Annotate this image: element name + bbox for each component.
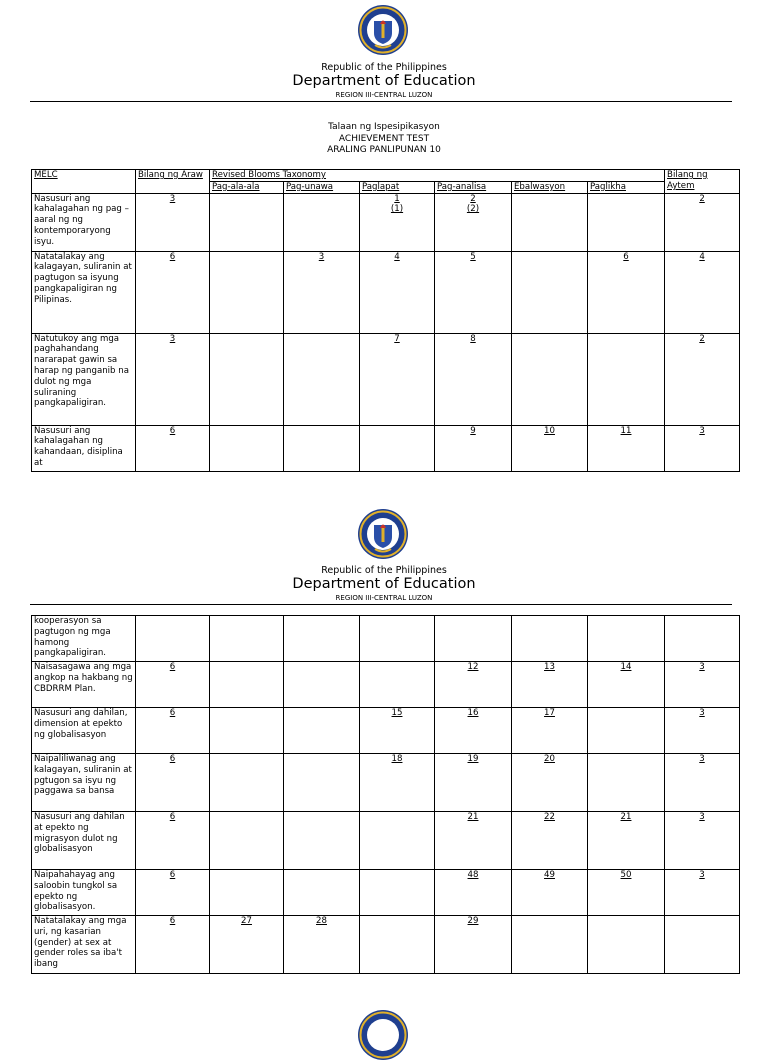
apply-cell: 15 bbox=[360, 708, 435, 754]
items-cell: 3 bbox=[665, 870, 740, 916]
analyze-cell: 48 bbox=[435, 870, 512, 916]
table-row bbox=[32, 425, 740, 471]
header-level-remember: Pag-ala-ala bbox=[210, 181, 284, 193]
apply-cell bbox=[360, 812, 435, 870]
header-rule bbox=[30, 101, 732, 102]
days-cell: 6 bbox=[136, 708, 210, 754]
evaluate-cell: 22 bbox=[512, 812, 588, 870]
days-cell: 6 bbox=[136, 754, 210, 812]
table-body-page-2 bbox=[32, 616, 740, 974]
header-rule bbox=[30, 604, 732, 605]
table-row bbox=[32, 916, 740, 974]
analyze-cell: 16 bbox=[435, 708, 512, 754]
create-cell: 11 bbox=[588, 425, 665, 471]
analyze-cell: 12 bbox=[435, 662, 512, 708]
title-line-3: ARALING PANLIPUNAN 10 bbox=[327, 145, 441, 155]
understand-cell bbox=[284, 425, 360, 471]
understand-cell bbox=[284, 708, 360, 754]
remember-cell bbox=[210, 708, 284, 754]
remember-cell bbox=[210, 870, 284, 916]
melc-cell: Natatalakay ang kalagayan, suliranin at pagtugon sa isyung pangkapaligiran ng Pilipinas. bbox=[32, 251, 136, 333]
understand-cell bbox=[284, 616, 360, 662]
apply-cell bbox=[360, 916, 435, 974]
items-cell: 2 bbox=[665, 333, 740, 425]
days-cell bbox=[136, 616, 210, 662]
create-cell bbox=[588, 916, 665, 974]
document-page-1 bbox=[0, 0, 768, 480]
header-days: Bilang ng Araw bbox=[136, 170, 210, 194]
melc-cell: Naisasagawa ang mga angkop na hakbang ng CBDRRM Plan. bbox=[32, 662, 136, 708]
remember-cell bbox=[210, 251, 284, 333]
deped-seal-logo bbox=[357, 1009, 409, 1061]
analyze-cell bbox=[435, 616, 512, 662]
evaluate-cell: 20 bbox=[512, 754, 588, 812]
days-cell: 6 bbox=[136, 812, 210, 870]
days-cell: 6 bbox=[136, 870, 210, 916]
create-cell bbox=[588, 708, 665, 754]
apply-cell bbox=[360, 425, 435, 471]
apply-cell bbox=[360, 616, 435, 662]
table-row bbox=[32, 708, 740, 754]
days-cell: 6 bbox=[136, 251, 210, 333]
items-cell: 3 bbox=[665, 812, 740, 870]
melc-cell: Nasusuri ang kahalagahan ng kahandaan, disiplina at bbox=[32, 425, 136, 471]
days-cell: 3 bbox=[136, 193, 210, 251]
evaluate-cell bbox=[512, 916, 588, 974]
header-level-analyze: Pag-analisa bbox=[435, 181, 512, 193]
title-line-2: ACHIEVEMENT TEST bbox=[338, 133, 430, 144]
remember-cell bbox=[210, 662, 284, 708]
apply-cell: 1 (1) bbox=[360, 193, 435, 251]
header-items: Bilang ng Aytem bbox=[665, 170, 740, 194]
analyze-cell: 5 bbox=[435, 251, 512, 333]
items-cell: 4 bbox=[665, 251, 740, 333]
remember-cell bbox=[210, 616, 284, 662]
evaluate-cell: 17 bbox=[512, 708, 588, 754]
republic-label: Republic of the Philippines bbox=[321, 62, 447, 73]
header-level-apply: Paglapat bbox=[360, 181, 435, 193]
melc-cell: Nasusuri ang kahalagahan ng pag – aaral ng ng kontemporaryong isyu. bbox=[32, 193, 136, 251]
apply-cell bbox=[360, 662, 435, 708]
table-row bbox=[32, 662, 740, 708]
understand-cell: 28 bbox=[284, 916, 360, 974]
region-label: REGION III-CENTRAL LUZON bbox=[335, 594, 433, 602]
document-page-3 bbox=[0, 1005, 768, 1024]
create-cell bbox=[588, 333, 665, 425]
melc-cell: Naipahahayag ang saloobin tungkol sa epekto ng globalisasyon. bbox=[32, 870, 136, 916]
apply-cell: 18 bbox=[360, 754, 435, 812]
days-cell: 6 bbox=[136, 916, 210, 974]
apply-cell: 4 bbox=[360, 251, 435, 333]
create-cell bbox=[588, 754, 665, 812]
analyze-cell: 2 (2) bbox=[435, 193, 512, 251]
analyze-cell: 9 bbox=[435, 425, 512, 471]
understand-cell bbox=[284, 812, 360, 870]
deped-seal-logo bbox=[357, 508, 409, 560]
remember-cell: 27 bbox=[210, 916, 284, 974]
region-label: REGION III-CENTRAL LUZON bbox=[335, 91, 433, 99]
evaluate-cell bbox=[512, 333, 588, 425]
understand-cell bbox=[284, 193, 360, 251]
items-cell bbox=[665, 916, 740, 974]
create-cell bbox=[588, 193, 665, 251]
deped-seal-logo bbox=[357, 4, 409, 56]
remember-cell bbox=[210, 812, 284, 870]
header-taxonomy: Revised Blooms Taxonomy bbox=[210, 170, 665, 182]
evaluate-cell bbox=[512, 616, 588, 662]
evaluate-cell bbox=[512, 193, 588, 251]
apply-cell: 7 bbox=[360, 333, 435, 425]
table-row bbox=[32, 333, 740, 425]
remember-cell bbox=[210, 193, 284, 251]
document-page-2 bbox=[0, 502, 768, 982]
items-cell: 3 bbox=[665, 708, 740, 754]
apply-cell bbox=[360, 870, 435, 916]
create-cell: 14 bbox=[588, 662, 665, 708]
understand-cell bbox=[284, 870, 360, 916]
melc-cell: kooperasyon sa pagtugon ng mga hamong pangkapaligiran. bbox=[32, 616, 136, 662]
items-cell: 3 bbox=[665, 754, 740, 812]
items-cell bbox=[665, 616, 740, 662]
table-body-page-1 bbox=[32, 193, 740, 471]
table-row bbox=[32, 193, 740, 251]
items-cell: 3 bbox=[665, 662, 740, 708]
table-row bbox=[32, 251, 740, 333]
table-row bbox=[32, 812, 740, 870]
remember-cell bbox=[210, 425, 284, 471]
days-cell: 6 bbox=[136, 425, 210, 471]
create-cell: 50 bbox=[588, 870, 665, 916]
understand-cell bbox=[284, 333, 360, 425]
evaluate-cell: 10 bbox=[512, 425, 588, 471]
document-titles bbox=[0, 122, 768, 157]
days-cell: 6 bbox=[136, 662, 210, 708]
analyze-cell: 21 bbox=[435, 812, 512, 870]
remember-cell bbox=[210, 754, 284, 812]
remember-cell bbox=[210, 333, 284, 425]
republic-label: Republic of the Philippines bbox=[321, 565, 447, 576]
melc-cell: Naipaliliwanag ang kalagayan, suliranin at pgtugon sa isyu ng paggawa sa bansa bbox=[32, 754, 136, 812]
melc-cell: Natatalakay ang mga uri, ng kasarian (gender) at sex at gender roles sa iba't ibang bbox=[32, 916, 136, 974]
create-cell: 21 bbox=[588, 812, 665, 870]
header-melc: MELC bbox=[32, 170, 136, 194]
title-line-1: Talaan ng Ispesipikasyon bbox=[328, 122, 440, 132]
table-row bbox=[32, 616, 740, 662]
days-cell: 3 bbox=[136, 333, 210, 425]
header-level-create: Paglikha bbox=[588, 181, 665, 193]
create-cell: 6 bbox=[588, 251, 665, 333]
understand-cell bbox=[284, 754, 360, 812]
specification-table-page-2 bbox=[31, 615, 740, 974]
analyze-cell: 19 bbox=[435, 754, 512, 812]
melc-cell: Natutukoy ang mga paghahandang nararapat gawin sa harap ng panganib na dulot ng mga suliraning pangkapaligiran. bbox=[32, 333, 136, 425]
evaluate-cell: 13 bbox=[512, 662, 588, 708]
melc-cell: Nasusuri ang dahilan at epekto ng migrasyon dulot ng globalisasyon bbox=[32, 812, 136, 870]
department-title: Department of Education bbox=[292, 73, 476, 89]
items-cell: 2 bbox=[665, 193, 740, 251]
items-cell: 3 bbox=[665, 425, 740, 471]
header-level-understand: Pag-unawa bbox=[284, 181, 360, 193]
analyze-cell: 8 bbox=[435, 333, 512, 425]
specification-table-page-1 bbox=[31, 169, 740, 472]
evaluate-cell bbox=[512, 251, 588, 333]
evaluate-cell: 49 bbox=[512, 870, 588, 916]
table-row bbox=[32, 754, 740, 812]
create-cell bbox=[588, 616, 665, 662]
department-title: Department of Education bbox=[292, 576, 476, 592]
melc-cell: Nasusuri ang dahilan, dimension at epekto ng globalisasyon bbox=[32, 708, 136, 754]
header-level-evaluate: Ebalwasyon bbox=[512, 181, 588, 193]
analyze-cell: 29 bbox=[435, 916, 512, 974]
table-row bbox=[32, 870, 740, 916]
understand-cell bbox=[284, 662, 360, 708]
understand-cell: 3 bbox=[284, 251, 360, 333]
